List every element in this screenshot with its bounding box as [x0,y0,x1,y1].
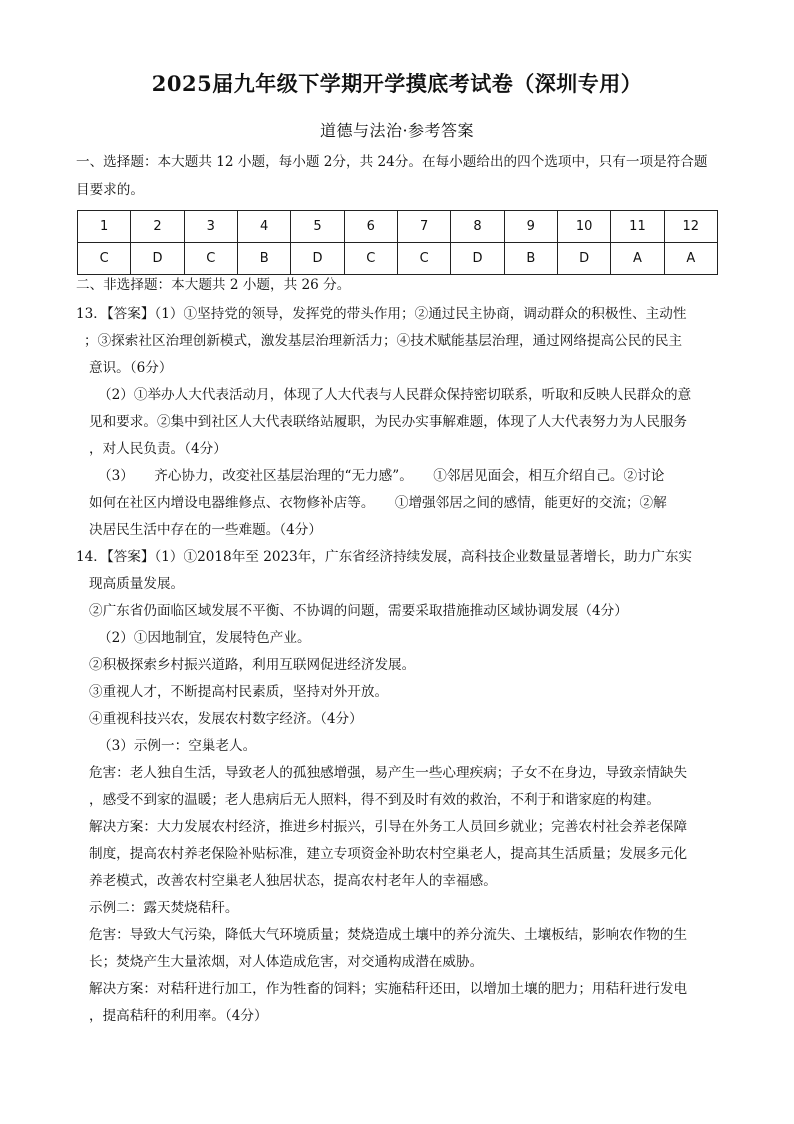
q13-line: 决居民生活中存在的一些难题。（4分） [89,522,322,538]
question-number-row [78,211,718,243]
q13-line: 见和要求。②集中到社区人大代表联络站履职，为民办实事解难题，体现了人大代表努力为人民服务 [89,414,688,430]
q13-line: ；③探索社区治理创新模式，激发基层治理新活力；④技术赋能基层治理，通过网络提高公民的民主 [84,333,683,349]
table-cell: C [397,243,450,275]
answer-row [78,243,718,275]
q14-line: 长；焚烧产生大量浓烟，对人体造成危害，对交通构成潜在威胁。 [89,954,484,970]
q14-line: （3）示例一：空巢老人。 [98,738,257,754]
table-cell: 2 [131,211,184,243]
q14-line: ③重视人才，不断提高村民素质，坚持对外开放。 [89,684,389,700]
q14-line: ，提高秸秆的利用率。（4分） [89,1008,268,1024]
table-cell: 10 [557,211,610,243]
table-cell: A [611,243,664,275]
page-title: 2025届九年级下学期开学摸底考试卷（深圳专用） [151,71,643,96]
q14-line: 危害：老人独自生活，导致老人的孤独感增强，易产生一些心理疾病；子女不在身边，导致亲情缺失 [89,765,688,781]
q13-line: （3） 齐心协力，改変社区基层治理的“无力感”。 ①邻居见面会，相互介绍自己。②讨论 [98,468,665,484]
q14-line: ，感受不到家的温暖；老人患病后无人照料，得不到及时有效的救治，不利于和谐家庭的构建。 [89,792,660,808]
table-cell: 8 [451,211,504,243]
q14-line: 现高质量发展。 [89,576,185,592]
q14-line: ②积极探索乡村振兴道路，利用互联网促进经济发展。 [89,657,416,673]
section2-heading: 二、非选择题：本大题共 2 小题，共 26 分。 [76,277,351,293]
section1-instruction: 一、选择题：本大题共 12 小题，每小题 2分，共 24分。在每小题给出的四个选项中，只有一项是符合题 [76,154,708,170]
table-cell: 6 [344,211,397,243]
q14-line: ②广东省仍面临区域发展不平衡、不协调的问题，需要采取措施推动区域协调发展（4分） [89,603,628,619]
answer-table [77,210,718,275]
q13-line: 13．【答案】（1）①坚持党的领导，发挥党的带头作用；②通过民主协商，调动群众的积极性、主动性 [76,306,687,322]
page-subtitle: 道德与法治·参考答案 [319,121,475,140]
section1-instruction-cont: 目要求的。 [76,182,144,198]
q14-line: 14．【答案】（1）①2018年至 2023年，广东省经济持续发展，高科技企业数量显著增长，助力广东实 [76,549,693,565]
table-cell: C [78,243,131,275]
table-cell: B [237,243,290,275]
table-cell: 11 [611,211,664,243]
q13-line: 如何在社区内增设电器维修点、衣物修补店等。 ①增强邻居之间的感情，能更好的交流；②解 [89,495,667,511]
table-cell: 1 [78,211,131,243]
q14-line: 危害：导致大气污染，降低大气环境质量；焚烧造成土壤中的养分流失、土壤板结，影响农作物的生 [89,927,688,943]
table-cell: A [664,243,717,275]
table-cell: D [451,243,504,275]
q14-line: 制度，提高农村养老保险补贴标准，建立专项资金补助农村空巢老人，提高其生活质量；发展多元化 [89,846,688,862]
table-cell: 4 [237,211,290,243]
q13-line: 意识。（6分） [89,360,173,376]
table-cell: D [131,243,184,275]
q13-line: ，对人民负责。（4分） [89,441,227,457]
table-cell: D [291,243,344,275]
q14-line: ④重视科技兴农，发展农村数字经济。（4分） [89,711,363,727]
table-cell: 12 [664,211,717,243]
q14-line: 养老模式，改善农村空巢老人独居状态，提高农村老年人的幸福感。 [89,873,497,889]
q14-line: （2）①因地制宜，发展特色产业。 [98,630,311,646]
q14-line: 示例二：露天焚烧秸秆。 [89,900,239,916]
table-cell: 7 [397,211,450,243]
table-cell: C [184,243,237,275]
table-cell: 9 [504,211,557,243]
table-cell: 3 [184,211,237,243]
q14-line: 解决方案：大力发展农村经济，推进乡村振兴，引导在外务工人员回乡就业；完善农村社会养老保障 [89,819,688,835]
q14-line: 解决方案：对秸秆进行加工，作为牲畜的饲料；实施秸秆还田，以增加土壤的肥力；用秸秆进行发电 [89,981,688,997]
table-cell: D [557,243,610,275]
q13-line: （2）①举办人大代表活动月，体现了人大代表与人民群众保持密切联系，听取和反映人民群众的意 [98,387,692,403]
table-cell: 5 [291,211,344,243]
table-cell: C [344,243,397,275]
table-cell: B [504,243,557,275]
